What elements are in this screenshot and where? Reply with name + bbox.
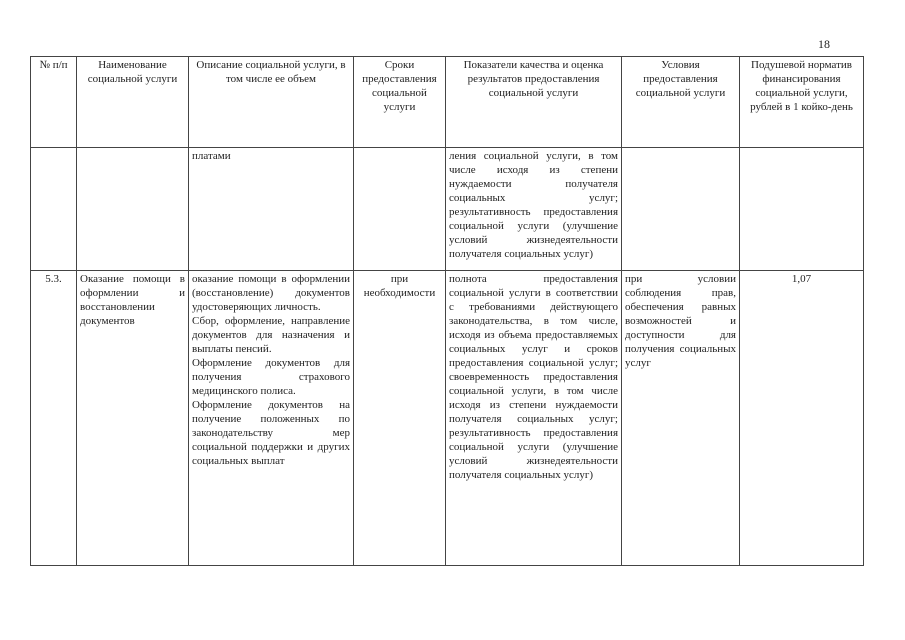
cell-num: 5.3. — [31, 271, 77, 566]
cell-terms: при необходимости — [354, 271, 446, 566]
cell-name: Оказание помощи в оформлении и восстановлении документов — [77, 271, 189, 566]
cell-norm — [740, 148, 864, 271]
description-paragraph: Сбор, оформление, направление документов для назначения и выплаты пенсий. — [192, 315, 350, 355]
cell-terms — [354, 148, 446, 271]
header-conditions: Условия предоставления социальной услуги — [622, 57, 740, 148]
description-paragraph: Оформление документов для получения страхового медицинского полиса. — [192, 357, 350, 397]
table-row-5-3 — [31, 271, 864, 566]
cell-quality: ления социальной услуги, в том числе исходя из степени нуждаемости получателя социальных услуг; результативность предоставления социальной услуги (улучшение условий жизнедеятельности получателя социальных услуг) — [446, 148, 622, 271]
page-number: 18 — [818, 37, 830, 51]
cell-num — [31, 148, 77, 271]
header-terms: Сроки предоставления социальной услуги — [354, 57, 446, 148]
table-header-row — [31, 57, 864, 148]
table-row-continued — [31, 148, 864, 271]
services-table — [30, 56, 864, 566]
header-description: Описание социальной услуги, в том числе ее объем — [189, 57, 354, 148]
cell-description — [189, 271, 354, 566]
cell-name — [77, 148, 189, 271]
header-num: № п/п — [31, 57, 77, 148]
description-paragraph: Оформление документов на получение положенных по законодательству мер социальной поддержки и других социальных выплат — [192, 399, 350, 467]
header-quality: Показатели качества и оценка результатов предоставления социальной услуги — [446, 57, 622, 148]
cell-conditions: при условии соблюдения прав, обеспечения равных возможностей и доступности для получения социальных услуг — [622, 271, 740, 566]
header-norm: Подушевой норматив финансирования социальной услуги, рублей в 1 койко-день — [740, 57, 864, 148]
cell-description: платами — [189, 148, 354, 271]
cell-norm: 1,07 — [740, 271, 864, 566]
cell-quality: полнота предоставления социальной услуги в соответствии с требованиями действующего законодательства, в том числе, исходя из объема предоставляемых социальных услуг и сроков предоставления социальной услуг; своевременность предоставления социальной услуги, в том числе исходя из степени нуждаемости получателя социальных услуг; результативность предоставления социальной услуги (улучшение условий жизнедеятельности получателя социальных услуг) — [446, 271, 622, 566]
description-paragraph: оказание помощи в оформлении (восстановление) документов удостоверяющих личность. — [192, 273, 350, 313]
cell-conditions — [622, 148, 740, 271]
header-name: Наименование социальной услуги — [77, 57, 189, 148]
